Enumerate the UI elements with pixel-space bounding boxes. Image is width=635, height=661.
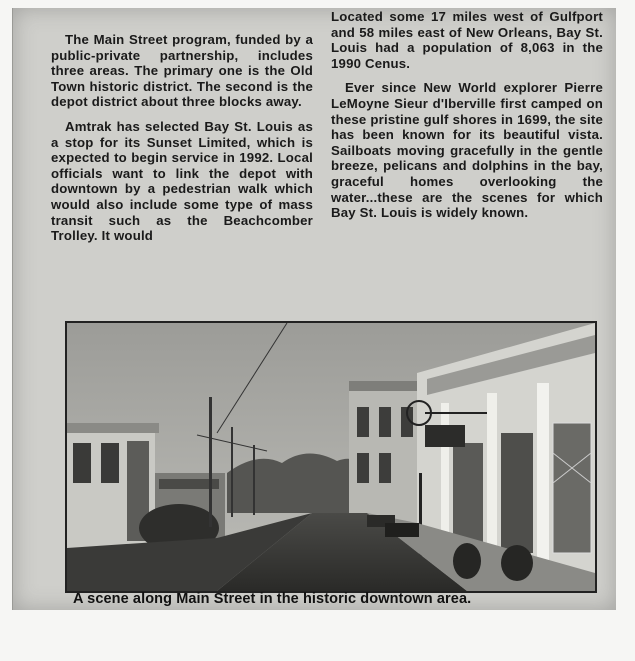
article-paragraph: Amtrak has selected Bay St. Louis as a stop for its Sunset Limited, which is expected to begin service in 1992. Local officials want to link the depot with downtown by a pedestrian walk which would also include some type of mass transit such as the Beachcomber Trolley. It would (51, 118, 313, 244)
main-street-photo (65, 321, 597, 593)
street-scene-illustration (67, 323, 595, 591)
article-paragraph: Located some 17 miles west of Gulfport and 58 miles east of New Orleans, Bay St. Louis had a population of 8,063 in the 1990 Cenus. (331, 9, 603, 71)
article-left-column (51, 32, 313, 244)
photo-caption: A scene along Main Street in the historic downtown area. (73, 591, 472, 607)
article-paragraph: The Main Street program, funded by a public-private partnership, includes three areas. The primary one is the Old Town historic district. The second is the depot district about three blocks away. (51, 32, 313, 110)
newspaper-clipping (12, 8, 616, 610)
article-right-column (331, 9, 603, 221)
article-paragraph: Ever since New World explorer Pierre LeMoyne Sieur d'Iberville first camped on these pristine gulf shores in 1699, the site has been known for its beautiful vista. Sailboats moving gracefully in the gentle breeze, pelicans and dolphins in the bay, graceful homes overlooking the water...these are the scenes for which Bay St. Louis is widely known. (331, 80, 603, 221)
